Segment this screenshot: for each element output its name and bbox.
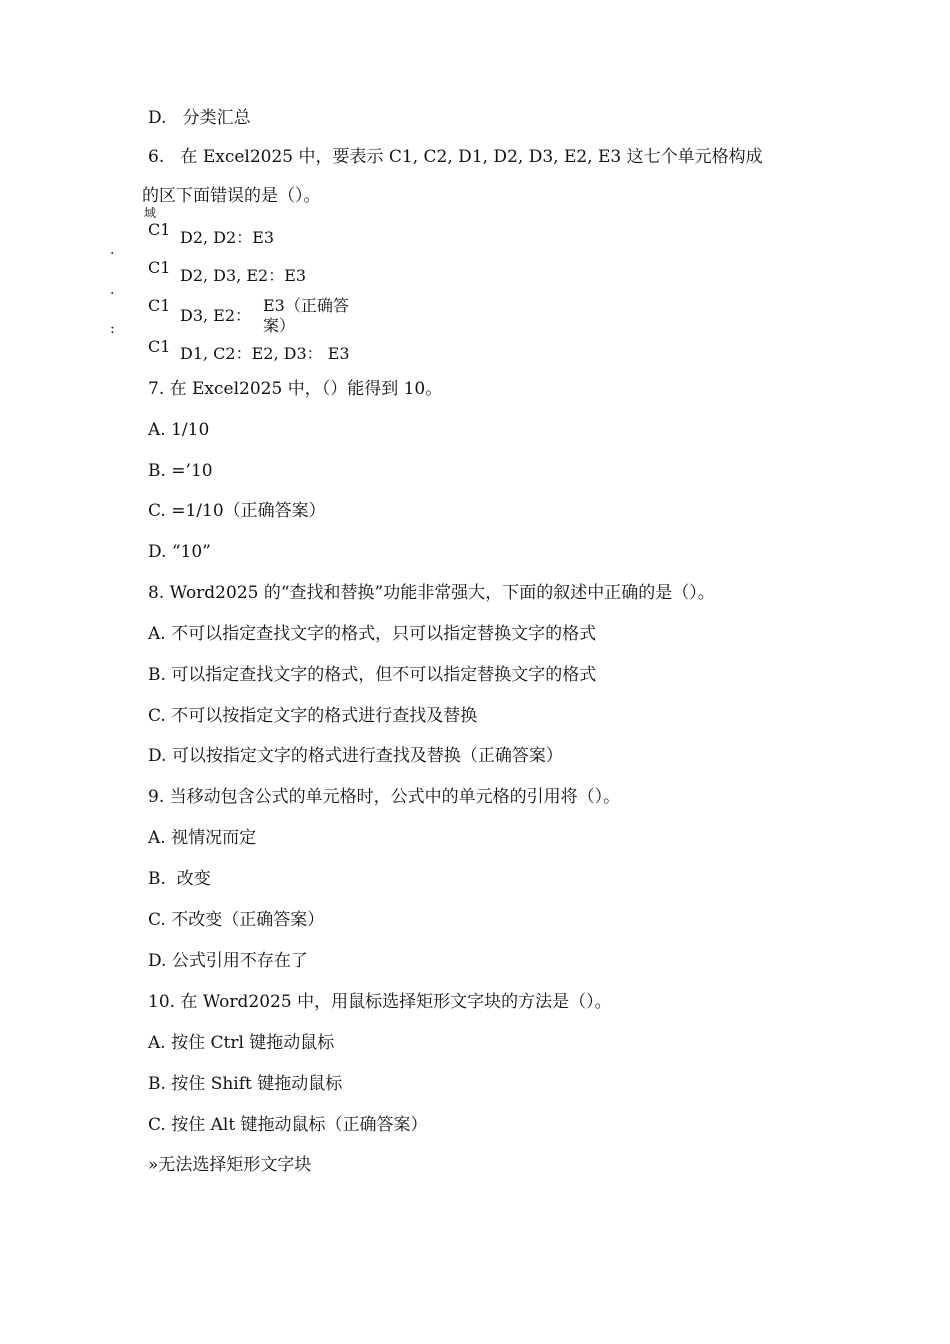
- question-6-option-1-prefix: C1: [148, 220, 171, 239]
- question-6-option-2-prefix: C1: [148, 258, 171, 277]
- question-6-option-4-text: D1, C2：E2, D3： E3: [180, 344, 350, 363]
- question-6-option-3-prefix: C1: [148, 296, 171, 315]
- question-8-option-a: A. 不可以指定查找文字的格式，只可以指定替换文字的格式: [148, 624, 597, 644]
- question-10-option-c: C. 按住 Alt 键拖动鼠标（正确答案）: [148, 1115, 428, 1135]
- question-6-marker-3: :: [110, 321, 115, 337]
- question-6-option-1-text: D2, D2：E3: [180, 228, 275, 247]
- question-6-marker-1: .: [110, 242, 115, 258]
- question-8-option-c: C. 不可以按指定文字的格式进行查找及替换: [148, 706, 478, 726]
- question-7-option-b: B. =’10: [148, 461, 213, 481]
- question-6-stray-char: 域: [144, 206, 157, 220]
- question-8-option-b: B. 可以指定查找文字的格式，但不可以指定替换文字的格式: [148, 665, 597, 685]
- question-6-marker-2: .: [110, 282, 115, 298]
- question-9: 9. 当移动包含公式的单元格时，公式中的单元格的引用将（）。: [148, 787, 621, 807]
- question-6-line-2: 的区下面错误的是（）。: [142, 186, 321, 206]
- question-10: 10. 在 Word2025 中，用鼠标选择矩形文字块的方法是（）。: [148, 992, 612, 1012]
- question-10-option-a: A. 按住 Ctrl 键拖动鼠标: [148, 1033, 335, 1053]
- question-8-option-d: D. 可以按指定文字的格式进行查找及替换（正确答案）: [148, 746, 563, 766]
- question-7-option-a: A. 1/10: [148, 420, 210, 440]
- question-6-option-4-prefix: C1: [148, 337, 171, 356]
- question-8: 8. Word2025 的“查找和替换”功能非常强大，下面的叙述中正确的是（）。: [148, 583, 715, 603]
- question-6-line-1: 6. 在 Excel2025 中，要表示 C1, C2, D1, D2, D3, E2, E3 这七个单元格构成: [148, 147, 763, 167]
- question-7-option-c: C. =1/10（正确答案）: [148, 501, 326, 521]
- question-7: 7. 在 Excel2025 中，（）能得到 10。: [148, 379, 443, 399]
- question-10-option-d: »无法选择矩形文字块: [148, 1155, 312, 1175]
- question-9-option-a: A. 视情况而定: [148, 828, 257, 848]
- question-9-option-b: B. 改变: [148, 869, 211, 889]
- question-10-option-b: B. 按住 Shift 键拖动鼠标: [148, 1074, 343, 1094]
- question-9-option-d: D. 公式引用不存在了: [148, 951, 308, 971]
- question-6-option-3-text: D3, E2：: [180, 306, 252, 325]
- question-6-option-3-note-line-2: 案）: [263, 316, 296, 335]
- question-6-option-3-note-line-1: E3（正确答: [263, 296, 349, 315]
- question-6-option-2-text: D2, D3, E2：E3: [180, 266, 307, 285]
- question-9-option-c: C. 不改变（正确答案）: [148, 910, 325, 930]
- option-d-classification-summary: D. 分类汇总: [148, 108, 251, 128]
- question-7-option-d: D. “10”: [148, 542, 211, 562]
